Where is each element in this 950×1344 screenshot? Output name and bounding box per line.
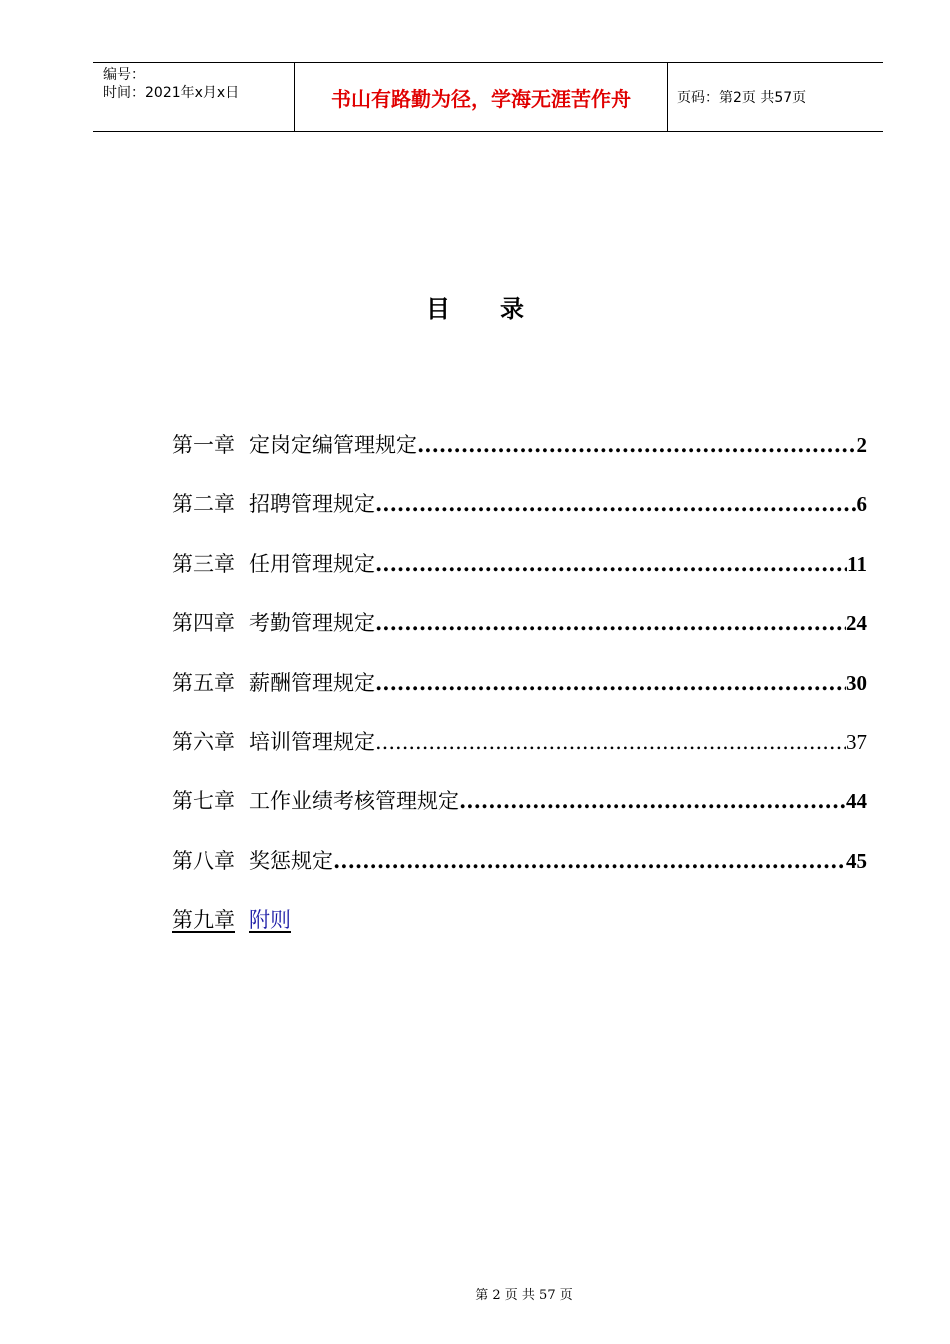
toc-page-number: 6: [856, 492, 867, 517]
toc-page-number: 37: [846, 729, 867, 754]
toc-chapter-label: 第二章: [172, 492, 235, 517]
toc-entry[interactable]: [172, 430, 867, 489]
toc-entry[interactable]: [172, 489, 867, 548]
toc-entry-title: 定岗定编管理规定: [249, 433, 417, 457]
toc-chapter-label: 第九章: [172, 908, 235, 933]
toc-dot-leader: [333, 846, 846, 876]
page-header: [93, 62, 883, 132]
toc-entry[interactable]: [172, 786, 867, 845]
time-label: 时间：2021年x月x日: [103, 85, 240, 101]
toc-dot-leader: [375, 668, 846, 698]
toc-dot-leader: [459, 786, 846, 816]
toc-chapter-label: 第三章: [172, 551, 235, 576]
toc-page-number: 44: [846, 789, 867, 814]
header-motto: 书山有路勤为径，学海无涯苦作舟: [331, 87, 631, 111]
toc-entry[interactable]: [172, 727, 867, 786]
toc-dot-leader: [375, 727, 846, 757]
toc-entry[interactable]: [172, 668, 867, 727]
header-right-cell: [668, 63, 883, 131]
toc-entry-title: 奖惩规定: [249, 848, 333, 873]
toc-entry-title: 考勤管理规定: [249, 611, 375, 636]
toc-page-number: 45: [846, 848, 867, 873]
toc-chapter-label: 第七章: [172, 789, 235, 814]
toc-page-number: 24: [846, 611, 867, 636]
toc-dot-leader: [375, 608, 846, 638]
toc-entry-title: 招聘管理规定: [249, 492, 375, 517]
toc-page-number: 2: [856, 433, 867, 457]
toc-entry-title: 工作业绩考核管理规定: [249, 789, 459, 814]
toc-chapter-label: 第六章: [172, 729, 235, 754]
header-page-code: 页码：第2页 共57页: [677, 90, 807, 106]
toc-list: [172, 430, 867, 965]
toc-entry[interactable]: [172, 608, 867, 667]
toc-chapter-label: 第一章: [172, 433, 235, 457]
serial-number-label: 编号：: [103, 67, 145, 83]
toc-entry-title: 薪酬管理规定: [249, 670, 375, 695]
toc-entry-title: 培训管理规定: [249, 729, 375, 754]
toc-dot-leader: [375, 549, 847, 579]
header-middle-cell: [295, 63, 668, 131]
toc-title: 目录: [426, 295, 574, 323]
header-left-cell: [93, 63, 295, 131]
toc-entry-title: 任用管理规定: [249, 551, 375, 576]
toc-chapter-label: 第四章: [172, 611, 235, 636]
toc-page-number: 11: [847, 551, 867, 576]
page-footer: 第 2 页 共 57 页: [475, 1288, 573, 1303]
toc-entry[interactable]: [172, 549, 867, 608]
toc-entry-link[interactable]: [172, 905, 867, 964]
toc-dot-leader: [375, 489, 857, 519]
toc-entry[interactable]: [172, 846, 867, 905]
toc-entry-title[interactable]: 附则: [249, 908, 291, 933]
toc-page-number: 30: [846, 670, 867, 695]
toc-chapter-label: 第五章: [172, 670, 235, 695]
toc-dot-leader: [417, 430, 857, 460]
toc-chapter-label: 第八章: [172, 848, 235, 873]
